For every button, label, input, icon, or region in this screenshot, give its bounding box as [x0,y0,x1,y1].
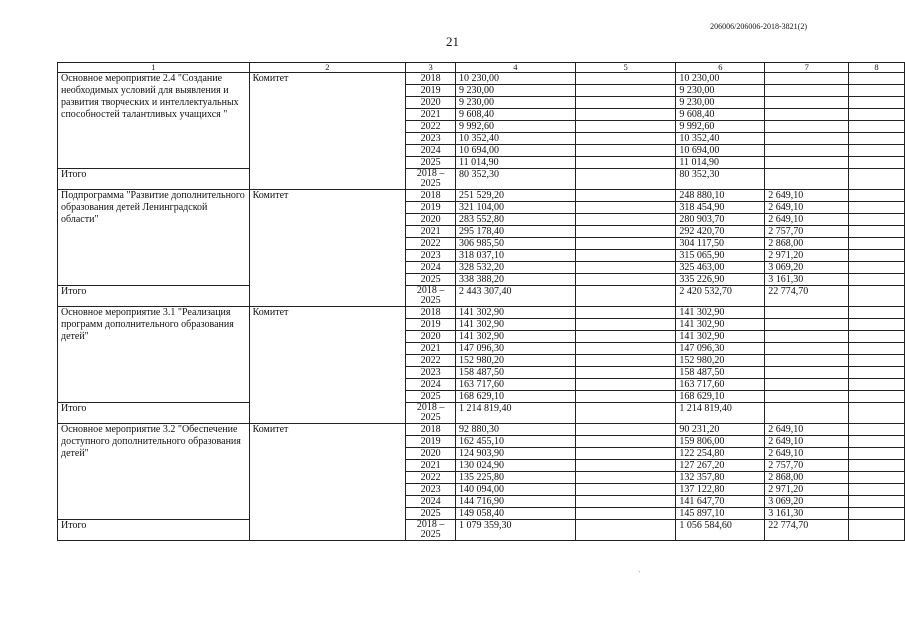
value-cell-c4: 251 529,20 [456,190,576,202]
value-cell-c4: 130 024,90 [456,460,576,472]
value-cell-c4: 92 880,30 [456,424,576,436]
year-cell: 2019 [406,436,456,448]
total-label: Итого [58,403,250,424]
executor: Комитет [249,307,406,424]
table-row [58,424,905,436]
value-cell-c8 [849,448,905,460]
value-cell-c8 [849,391,905,403]
total-value-c6: 1 214 819,40 [676,403,765,424]
value-cell-c5 [575,145,676,157]
value-cell-c7: 2 649,10 [765,424,849,436]
total-row [58,169,905,190]
executor: Комитет [249,424,406,541]
value-cell-c5 [575,307,676,319]
value-cell-c6: 9 230,00 [676,85,765,97]
total-value-c6: 2 420 532,70 [676,286,765,307]
value-cell-c4: 162 455,10 [456,436,576,448]
value-cell-c7 [765,331,849,343]
value-cell-c6: 122 254,80 [676,448,765,460]
value-cell-c8 [849,214,905,226]
value-cell-c8 [849,157,905,169]
value-cell-c7 [765,133,849,145]
value-cell-c6: 141 302,90 [676,307,765,319]
value-cell-c7 [765,379,849,391]
value-cell-c4: 163 717,60 [456,379,576,391]
total-value-c8 [849,169,905,190]
value-cell-c8 [849,97,905,109]
value-cell-c7: 3 069,20 [765,496,849,508]
year-cell: 2021 [406,226,456,238]
value-cell-c4: 283 552,80 [456,214,576,226]
column-number: 8 [849,63,905,73]
total-value-c5 [575,403,676,424]
year-cell: 2018 – 2025 [406,169,456,190]
value-cell-c4: 321 104,00 [456,202,576,214]
value-cell-c7 [765,157,849,169]
year-cell: 2020 [406,331,456,343]
year-cell: 2018 [406,190,456,202]
total-label: Итого [58,520,250,541]
value-cell-c5 [575,331,676,343]
year-cell: 2018 – 2025 [406,403,456,424]
total-value-c7: 22 774,70 [765,520,849,541]
value-cell-c4: 9 230,00 [456,85,576,97]
year-cell: 2025 [406,391,456,403]
value-cell-c7 [765,307,849,319]
value-cell-c6: 304 117,50 [676,238,765,250]
total-value-c4: 1 079 359,30 [456,520,576,541]
value-cell-c7 [765,355,849,367]
value-cell-c8 [849,202,905,214]
document-code: 206006/206006-2018-3821(2) [710,22,807,31]
column-number: 5 [575,63,676,73]
value-cell-c8 [849,262,905,274]
value-cell-c4: 124 903,90 [456,448,576,460]
year-cell: 2019 [406,202,456,214]
value-cell-c4: 9 992,60 [456,121,576,133]
value-cell-c7 [765,85,849,97]
value-cell-c7: 2 649,10 [765,190,849,202]
value-cell-c7: 2 868,00 [765,238,849,250]
year-cell: 2025 [406,508,456,520]
total-value-c4: 80 352,30 [456,169,576,190]
value-cell-c5 [575,97,676,109]
value-cell-c6: 141 302,90 [676,331,765,343]
value-cell-c4: 295 178,40 [456,226,576,238]
value-cell-c6: 9 992,60 [676,121,765,133]
value-cell-c4: 141 302,90 [456,319,576,331]
total-value-c7 [765,403,849,424]
value-cell-c8 [849,367,905,379]
value-cell-c8 [849,319,905,331]
value-cell-c7 [765,343,849,355]
total-value-c6: 80 352,30 [676,169,765,190]
stray-mark: ˋ [638,570,641,579]
value-cell-c8 [849,226,905,238]
value-cell-c5 [575,448,676,460]
year-cell: 2024 [406,262,456,274]
value-cell-c7: 2 757,70 [765,226,849,238]
column-numbers-row [58,63,905,73]
value-cell-c8 [849,379,905,391]
value-cell-c5 [575,238,676,250]
year-cell: 2019 [406,319,456,331]
value-cell-c5 [575,460,676,472]
executor: Комитет [249,190,406,307]
value-cell-c8 [849,145,905,157]
value-cell-c4: 338 388,20 [456,274,576,286]
year-cell: 2025 [406,274,456,286]
value-cell-c7 [765,97,849,109]
measure-name: Основное мероприятие 3.1 "Реализация программ дополнительного образования детей" [58,307,250,403]
value-cell-c7: 2 649,10 [765,448,849,460]
table-row [58,190,905,202]
value-cell-c6: 10 694,00 [676,145,765,157]
value-cell-c6: 10 352,40 [676,133,765,145]
value-cell-c8 [849,133,905,145]
value-cell-c6: 10 230,00 [676,73,765,85]
value-cell-c8 [849,460,905,472]
year-cell: 2020 [406,214,456,226]
year-cell: 2018 – 2025 [406,286,456,307]
year-cell: 2022 [406,121,456,133]
value-cell-c6: 318 454,90 [676,202,765,214]
value-cell-c7 [765,391,849,403]
value-cell-c5 [575,85,676,97]
value-cell-c5 [575,274,676,286]
value-cell-c7 [765,121,849,133]
value-cell-c4: 141 302,90 [456,331,576,343]
year-cell: 2022 [406,472,456,484]
value-cell-c8 [849,121,905,133]
year-cell: 2023 [406,484,456,496]
year-cell: 2023 [406,367,456,379]
value-cell-c5 [575,109,676,121]
total-value-c8 [849,403,905,424]
value-cell-c8 [849,238,905,250]
value-cell-c7: 3 161,30 [765,508,849,520]
total-value-c7 [765,169,849,190]
total-label: Итого [58,286,250,307]
column-number: 3 [406,63,456,73]
value-cell-c5 [575,202,676,214]
value-cell-c4: 168 629,10 [456,391,576,403]
value-cell-c8 [849,496,905,508]
value-cell-c5 [575,73,676,85]
total-value-c4: 1 214 819,40 [456,403,576,424]
value-cell-c7: 2 971,20 [765,250,849,262]
value-cell-c8 [849,109,905,121]
value-cell-c6: 168 629,10 [676,391,765,403]
value-cell-c4: 144 716,90 [456,496,576,508]
total-value-c4: 2 443 307,40 [456,286,576,307]
value-cell-c6: 141 302,90 [676,319,765,331]
value-cell-c7: 2 649,10 [765,214,849,226]
executor: Комитет [249,73,406,190]
value-cell-c7 [765,109,849,121]
value-cell-c6: 315 065,90 [676,250,765,262]
total-value-c5 [575,286,676,307]
year-cell: 2018 [406,424,456,436]
table-row [58,73,905,85]
value-cell-c5 [575,214,676,226]
value-cell-c7 [765,367,849,379]
value-cell-c5 [575,367,676,379]
value-cell-c6: 158 487,50 [676,367,765,379]
value-cell-c7 [765,319,849,331]
year-cell: 2018 [406,307,456,319]
value-cell-c6: 141 647,70 [676,496,765,508]
value-cell-c6: 90 231,20 [676,424,765,436]
value-cell-c6: 137 122,80 [676,484,765,496]
measure-name: Основное мероприятие 3.2 "Обеспечение доступного дополнительного образования детей" [58,424,250,520]
column-number: 1 [58,63,250,73]
value-cell-c7: 2 649,10 [765,436,849,448]
total-value-c5 [575,169,676,190]
year-cell: 2021 [406,109,456,121]
value-cell-c4: 9 230,00 [456,97,576,109]
value-cell-c5 [575,508,676,520]
value-cell-c7: 3 069,20 [765,262,849,274]
value-cell-c4: 10 230,00 [456,73,576,85]
value-cell-c5 [575,157,676,169]
year-cell: 2023 [406,133,456,145]
value-cell-c6: 145 897,10 [676,508,765,520]
value-cell-c8 [849,472,905,484]
year-cell: 2020 [406,448,456,460]
value-cell-c4: 318 037,10 [456,250,576,262]
value-cell-c8 [849,355,905,367]
value-cell-c7 [765,145,849,157]
value-cell-c6: 325 463,00 [676,262,765,274]
value-cell-c8 [849,436,905,448]
value-cell-c4: 10 352,40 [456,133,576,145]
value-cell-c8 [849,85,905,97]
year-cell: 2019 [406,85,456,97]
value-cell-c6: 127 267,20 [676,460,765,472]
value-cell-c5 [575,319,676,331]
total-label: Итого [58,169,250,190]
value-cell-c5 [575,226,676,238]
value-cell-c6: 152 980,20 [676,355,765,367]
total-row [58,520,905,541]
value-cell-c8 [849,343,905,355]
value-cell-c6: 163 717,60 [676,379,765,391]
year-cell: 2021 [406,460,456,472]
total-value-c6: 1 056 584,60 [676,520,765,541]
year-cell: 2022 [406,355,456,367]
value-cell-c7: 2 649,10 [765,202,849,214]
value-cell-c7: 2 868,00 [765,472,849,484]
year-cell: 2021 [406,343,456,355]
value-cell-c5 [575,133,676,145]
column-number: 7 [765,63,849,73]
column-number: 6 [676,63,765,73]
value-cell-c8 [849,190,905,202]
column-number: 4 [456,63,576,73]
value-cell-c5 [575,379,676,391]
value-cell-c8 [849,508,905,520]
year-cell: 2018 – 2025 [406,520,456,541]
total-value-c8 [849,286,905,307]
value-cell-c5 [575,121,676,133]
year-cell: 2024 [406,379,456,391]
value-cell-c6: 292 420,70 [676,226,765,238]
value-cell-c4: 158 487,50 [456,367,576,379]
total-value-c7: 22 774,70 [765,286,849,307]
year-cell: 2020 [406,97,456,109]
value-cell-c8 [849,274,905,286]
value-cell-c4: 11 014,90 [456,157,576,169]
value-cell-c5 [575,484,676,496]
year-cell: 2023 [406,250,456,262]
value-cell-c4: 141 302,90 [456,307,576,319]
total-row [58,286,905,307]
value-cell-c5 [575,472,676,484]
year-cell: 2022 [406,238,456,250]
year-cell: 2024 [406,145,456,157]
table-row [58,307,905,319]
measure-name: Подпрограмма "Развитие дополнительного образования детей Ленинградской области" [58,190,250,286]
value-cell-c6: 132 357,80 [676,472,765,484]
value-cell-c6: 159 806,00 [676,436,765,448]
value-cell-c5 [575,436,676,448]
value-cell-c4: 152 980,20 [456,355,576,367]
value-cell-c6: 248 880,10 [676,190,765,202]
value-cell-c4: 147 096,30 [456,343,576,355]
value-cell-c5 [575,424,676,436]
value-cell-c8 [849,307,905,319]
value-cell-c8 [849,331,905,343]
value-cell-c7 [765,73,849,85]
total-value-c8 [849,520,905,541]
year-cell: 2018 [406,73,456,85]
value-cell-c4: 9 608,40 [456,109,576,121]
value-cell-c6: 335 226,90 [676,274,765,286]
year-cell: 2024 [406,496,456,508]
value-cell-c6: 9 608,40 [676,109,765,121]
column-number: 2 [249,63,406,73]
value-cell-c5 [575,496,676,508]
value-cell-c7: 2 971,20 [765,484,849,496]
value-cell-c4: 306 985,50 [456,238,576,250]
value-cell-c7: 2 757,70 [765,460,849,472]
value-cell-c6: 147 096,30 [676,343,765,355]
total-row [58,403,905,424]
value-cell-c6: 280 903,70 [676,214,765,226]
value-cell-c5 [575,250,676,262]
value-cell-c7: 3 161,30 [765,274,849,286]
total-value-c5 [575,520,676,541]
value-cell-c8 [849,424,905,436]
value-cell-c8 [849,484,905,496]
value-cell-c5 [575,391,676,403]
value-cell-c5 [575,343,676,355]
value-cell-c6: 9 230,00 [676,97,765,109]
value-cell-c4: 10 694,00 [456,145,576,157]
value-cell-c5 [575,190,676,202]
value-cell-c4: 149 058,40 [456,508,576,520]
page-number: 21 [446,34,459,49]
value-cell-c4: 328 532,20 [456,262,576,274]
value-cell-c8 [849,73,905,85]
measure-name: Основное мероприятие 2.4 "Создание необходимых условий для выявления и развития творческих и интеллектуальных способностей талантливых учащихся " [58,73,250,169]
value-cell-c4: 135 225,80 [456,472,576,484]
value-cell-c5 [575,355,676,367]
value-cell-c4: 140 094,00 [456,484,576,496]
year-cell: 2025 [406,157,456,169]
value-cell-c8 [849,250,905,262]
value-cell-c5 [575,262,676,274]
budget-table [57,62,905,541]
value-cell-c6: 11 014,90 [676,157,765,169]
